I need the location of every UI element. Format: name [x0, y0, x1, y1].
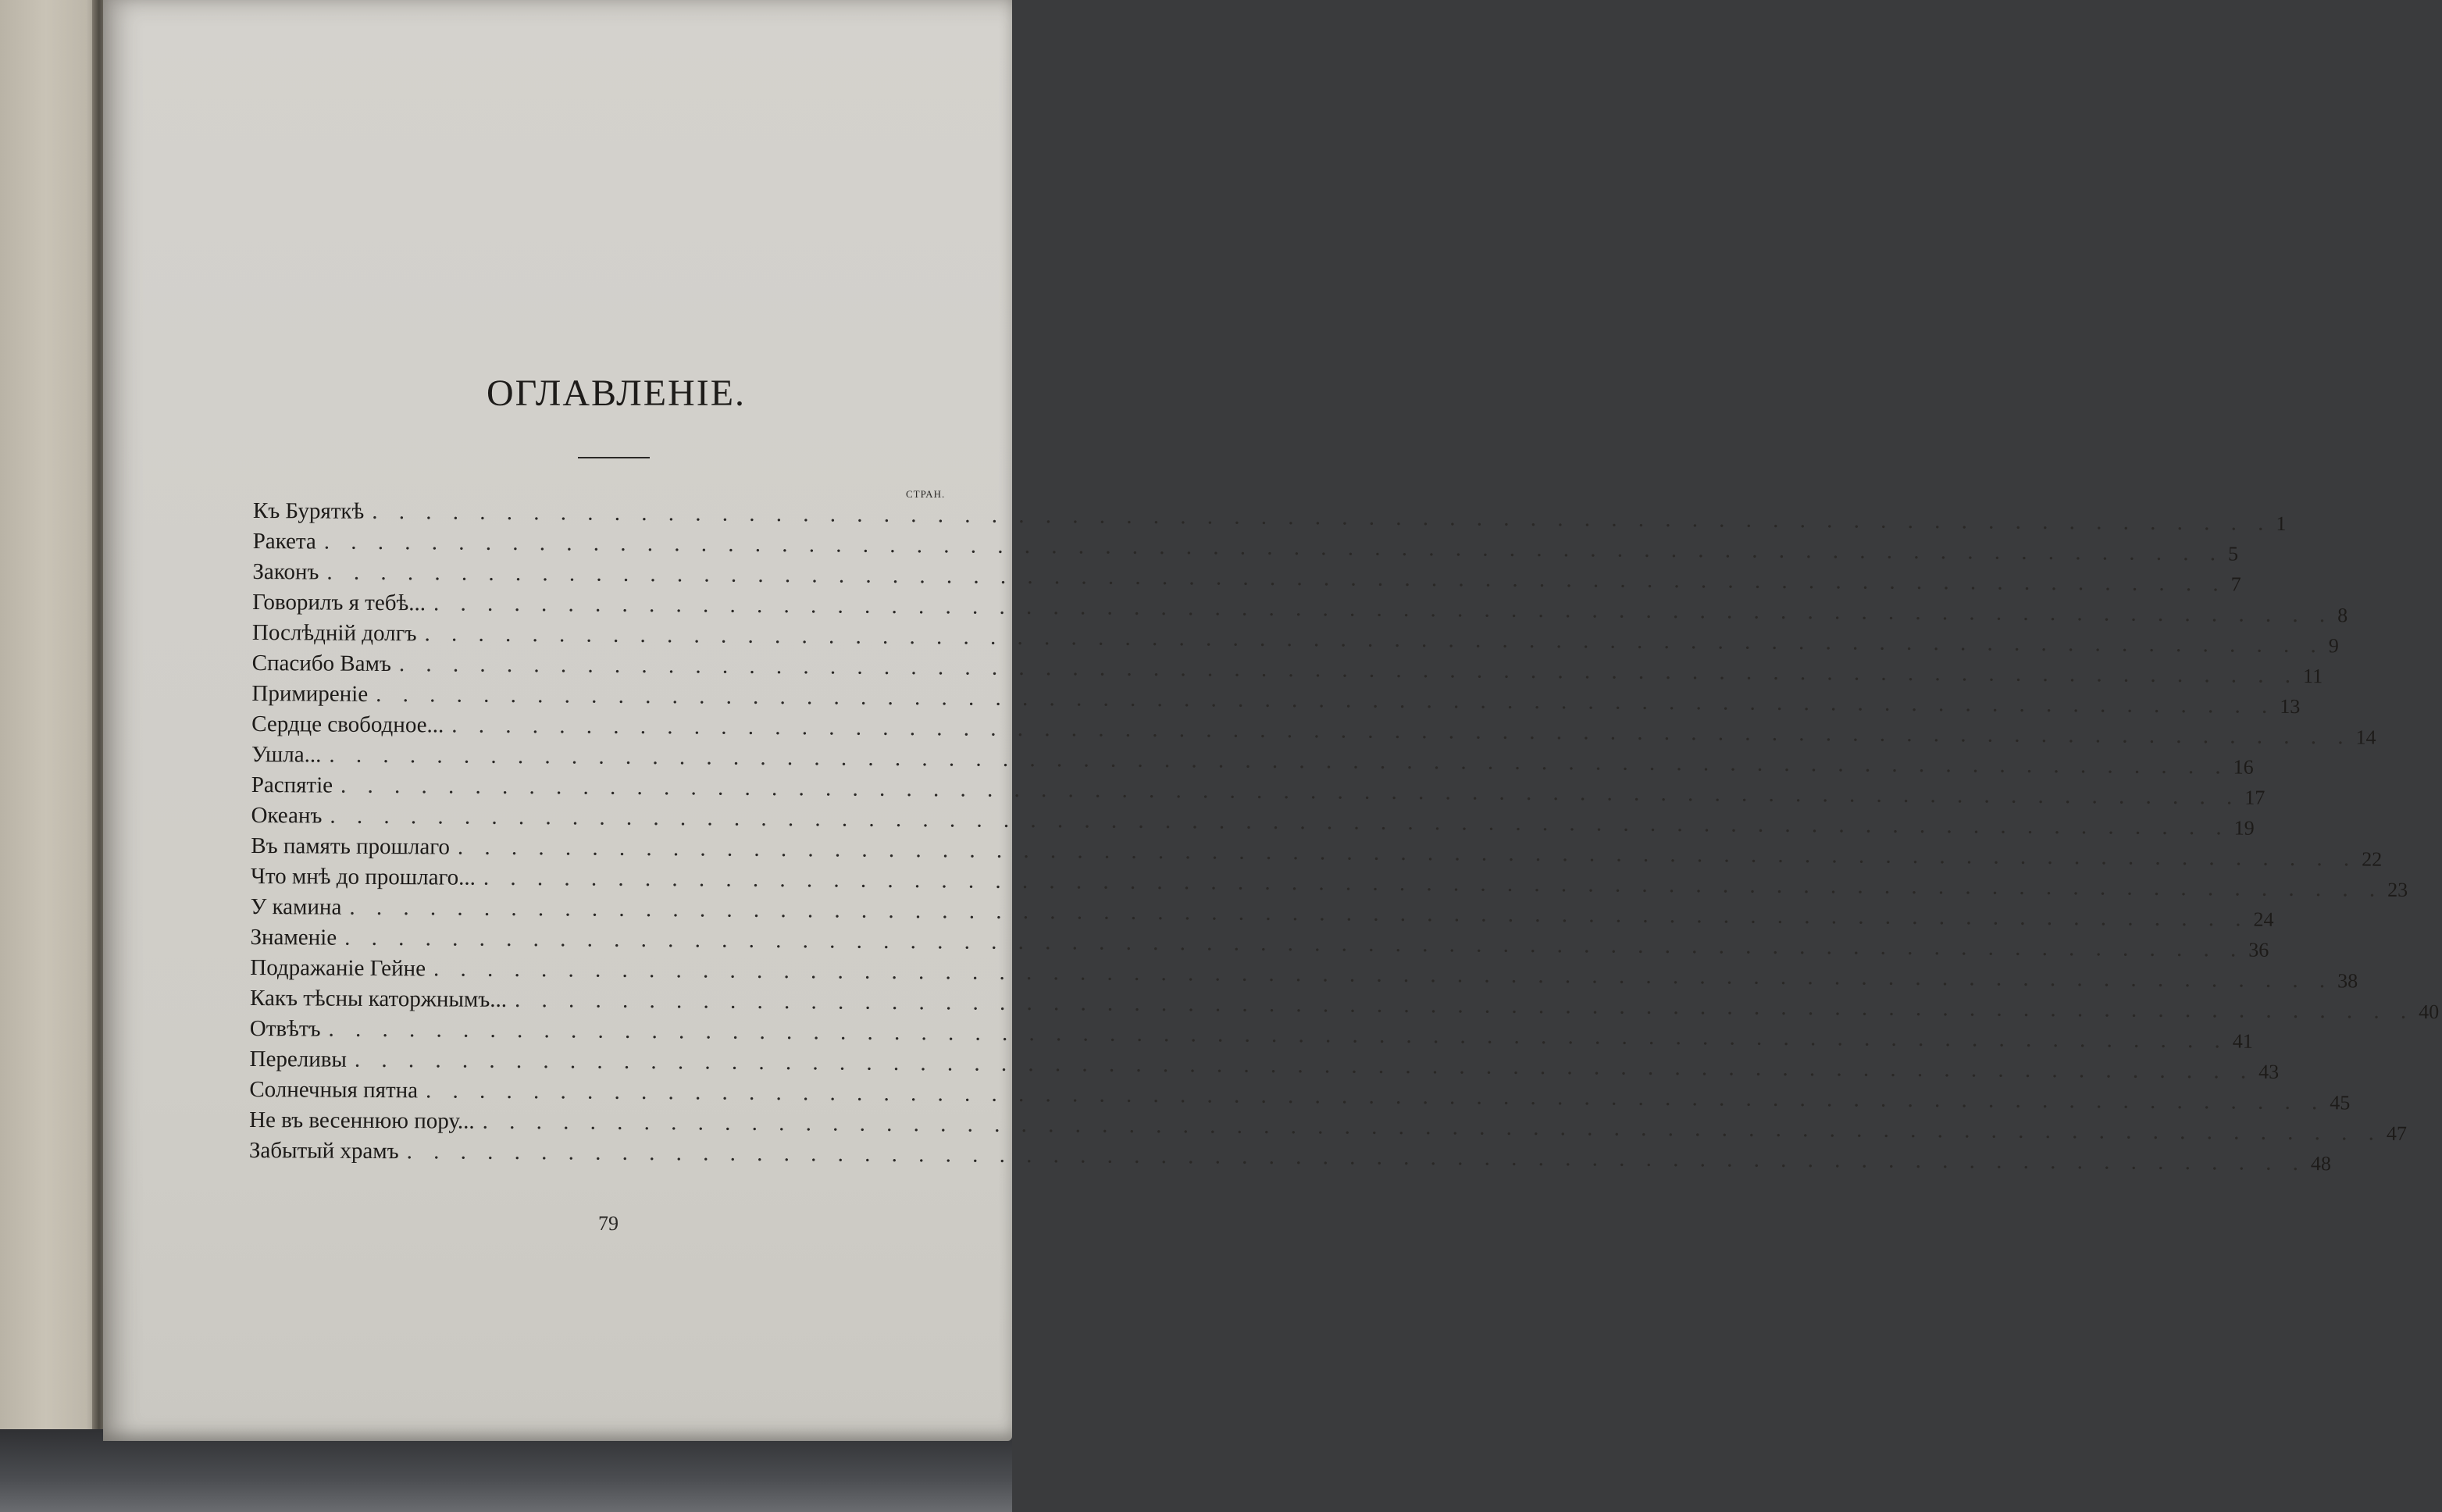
toc-entry-title: Не въ весеннюю пору...	[249, 1107, 475, 1134]
toc-entry	[252, 528, 2239, 565]
page-column-label: СТРАН.	[906, 488, 946, 500]
toc-entry-page: 47	[2386, 1122, 2408, 1145]
toc-entry-title: Ракета	[252, 528, 316, 555]
toc-entry-title: Забытый храмъ	[248, 1137, 399, 1164]
table-of-contents	[248, 498, 2440, 1175]
toc-entry	[251, 802, 2255, 840]
toc-entry-title: Спасибо Вамъ	[251, 650, 392, 677]
book-cover-edge	[0, 1429, 1012, 1512]
toc-entry	[248, 1137, 2331, 1175]
toc-entry-title: Океанъ	[251, 802, 323, 829]
toc-entry-page: 45	[2330, 1091, 2351, 1114]
toc-entry	[252, 589, 2348, 627]
toc-entry	[250, 954, 2358, 993]
toc-entry-title: У камина	[250, 893, 342, 920]
toc-entry	[249, 1015, 2253, 1053]
title-divider	[578, 457, 650, 458]
toc-entry-page: 19	[2233, 816, 2255, 840]
toc-entry-page: 24	[2253, 908, 2274, 931]
toc-entry-title: Отвѣтъ	[249, 1015, 321, 1042]
toc-entry-title: Ушла...	[251, 741, 322, 768]
toc-entry-title: Что мнѣ до прошлаго...	[250, 863, 476, 890]
page-title: ОГЛАВЛЕНІЕ.	[486, 373, 747, 414]
toc-entry	[252, 498, 2287, 535]
toc-entry	[249, 1046, 2280, 1083]
toc-entry-page: 11	[2303, 665, 2323, 688]
toc-entry-page: 1	[2276, 512, 2287, 535]
page-number: 79	[598, 1212, 619, 1235]
toc-entry-page: 9	[2328, 634, 2339, 658]
toc-entry-page: 17	[2244, 786, 2266, 809]
toc-entry	[250, 893, 2274, 931]
toc-entry-page: 7	[2230, 572, 2241, 596]
toc-entry	[250, 924, 2269, 961]
toc-entry	[251, 650, 2323, 688]
toc-entry-page: 16	[2233, 755, 2254, 779]
toc-entry	[249, 985, 2440, 1024]
toc-entry-title: Законъ	[252, 558, 319, 585]
book-page	[103, 0, 2440, 1441]
toc-entry-title: Примиреніе	[251, 680, 369, 707]
toc-entry-title: Солнечныя пятна	[249, 1076, 419, 1104]
toc-entry-title: Въ память прошлаго	[251, 833, 451, 860]
toc-entry	[251, 833, 2383, 871]
toc-entry	[251, 772, 2266, 809]
toc-entry	[251, 619, 2339, 658]
toc-entry-title: Распятіе	[251, 772, 333, 798]
toc-entry-title: Переливы	[249, 1046, 348, 1072]
toc-entry-page: 48	[2310, 1152, 2331, 1175]
toc-entry	[249, 1076, 2351, 1114]
toc-entry-title: Послѣдній долгъ	[251, 619, 417, 647]
toc-entry-page: 5	[2227, 542, 2239, 565]
toc-entry-page: 40	[2419, 1000, 2440, 1024]
toc-entry-page: 22	[2362, 847, 2383, 871]
toc-entry-title: Какъ тѣсны каторжнымъ...	[249, 985, 508, 1012]
toc-entry-title: Подражаніе Гейне	[250, 954, 426, 982]
toc-entry-page: 8	[2337, 604, 2348, 627]
toc-entry-page: 36	[2248, 938, 2269, 961]
toc-entry-title: Говорилъ я тебѣ...	[252, 589, 426, 616]
toc-entry	[251, 680, 2301, 719]
toc-leader-dots	[407, 1139, 2306, 1176]
toc-entry-title: Сердце свободное...	[251, 711, 444, 738]
toc-entry-page: 41	[2232, 1029, 2253, 1053]
toc-entry-page: 38	[2337, 969, 2358, 993]
toc-entry	[250, 863, 2408, 901]
toc-entry-page: 43	[2258, 1060, 2280, 1083]
toc-entry-page: 14	[2355, 726, 2376, 749]
toc-entry	[251, 741, 2254, 779]
toc-entry-title: Къ Буряткѣ	[252, 498, 365, 524]
toc-entry	[252, 558, 2241, 596]
toc-entry-page: 13	[2280, 694, 2301, 719]
toc-entry-page: 23	[2387, 878, 2408, 901]
toc-entry-title: Знаменіе	[250, 924, 337, 950]
toc-entry	[251, 711, 2376, 749]
toc-entry	[249, 1107, 2408, 1145]
facing-page	[0, 0, 102, 1512]
